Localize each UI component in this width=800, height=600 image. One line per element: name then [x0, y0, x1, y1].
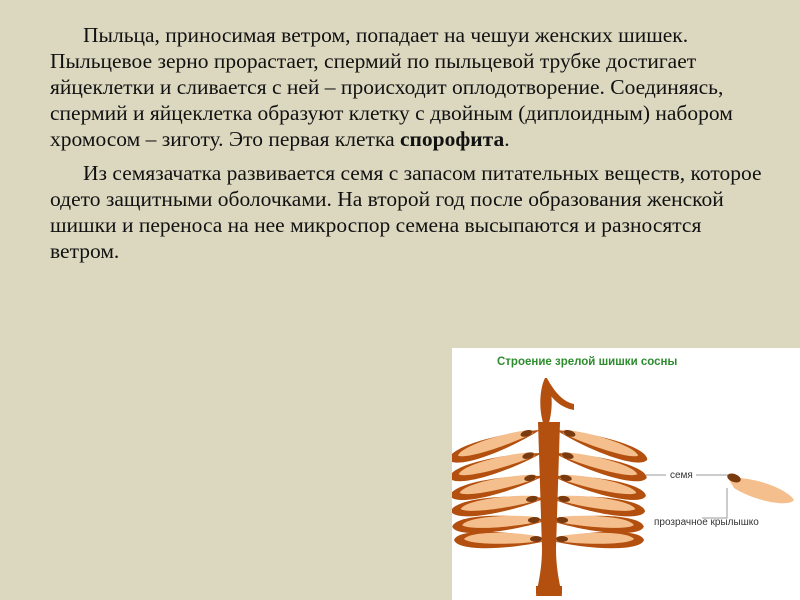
- slide-text: [50, 22, 762, 272]
- cone-axis: [536, 378, 574, 596]
- pine-cone-diagram: [452, 348, 800, 600]
- bold-term-sporophyte: спорофита: [399, 127, 505, 151]
- label-seed: семя: [670, 470, 693, 481]
- paragraph-2: Из семязачатка развивается семя с запасом питательных веществ, которое одето защитными оболочками. На второй год после образования женской шишки и переноса на нее микроспор семена высыпаются и разносятся ветром.: [50, 161, 762, 263]
- pine-cone-figure: [452, 348, 800, 600]
- figure-title: Строение зрелой шишки сосны: [497, 356, 678, 368]
- label-transparent-wing: прозрачное крылышко: [654, 517, 759, 528]
- leader-lines: [646, 475, 730, 518]
- paragraph-1: [50, 22, 762, 152]
- detached-seed-with-wing: [726, 472, 794, 503]
- paragraph-1-text: Пыльца, приносимая ветром, попадает на чешуи женских шишек. Пыльцевое зерно прорастает, спермий по пыльцевой трубке достигает яйцеклетки и сливается с ней – происходит оплодотворение. Соединяясь, спермий и яйцеклетка образуют клетку с двойным (диплоидным) набором хромосом – зиготу. Это первая клетка: [50, 23, 733, 151]
- paragraph-1-end: .: [504, 127, 510, 151]
